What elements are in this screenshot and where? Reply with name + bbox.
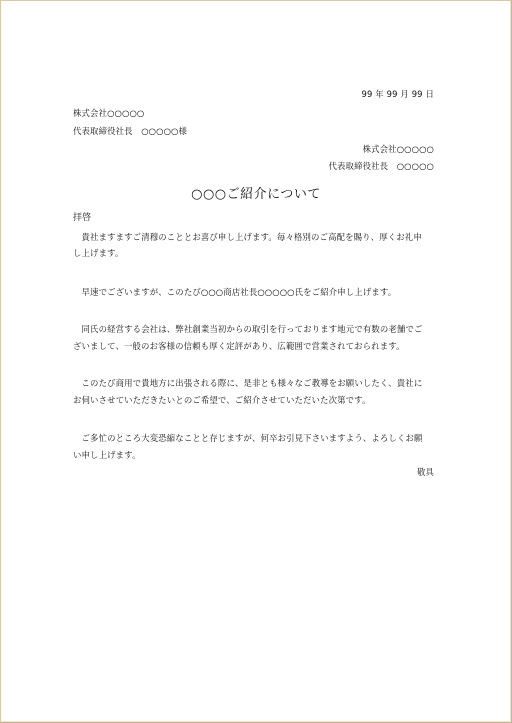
paragraph-4-line-1: このたび商用で貴地方に出張される際に、是非とも様々なご教導をお願いしたく、貴社に bbox=[73, 378, 423, 388]
letter-date: 99 年 99 月 99 日 bbox=[361, 89, 434, 99]
recipient-company: 株式会社○○○○○ bbox=[73, 108, 145, 118]
paragraph-4-line-2: お伺いさせていただきたいとのご希望で、ご紹介させていただいた次第です。 bbox=[73, 395, 371, 405]
recipient-person: 代表取締役社長 ○○○○○様 bbox=[73, 126, 188, 136]
sender-person: 代表取締役社長 ○○○○○ bbox=[328, 161, 434, 171]
sender-company: 株式会社○○○○○ bbox=[362, 144, 434, 154]
letter-title: ○○○ご紹介について bbox=[191, 187, 321, 202]
paragraph-2-line-1: 早速でございますが、このたび○○○商店社長○○○○○氏をご紹介申し上げます。 bbox=[73, 287, 397, 297]
closing-salutation: 敬具 bbox=[416, 467, 434, 477]
opening-salutation: 拝啓 bbox=[73, 213, 92, 223]
paragraph-5-line-2: い申し上げます。 bbox=[73, 450, 141, 460]
paragraph-1-line-2: し上げます。 bbox=[73, 248, 124, 258]
paragraph-3-line-2: ざいまして、一般のお客様の信頼も厚く定評があり、広範囲で営業されておられます。 bbox=[73, 341, 405, 351]
paragraph-1-line-1: 貴社ますますご清穆のこととお喜び申し上げます。毎々格別のご高配を賜り、厚くお礼申 bbox=[73, 232, 422, 242]
paragraph-3-line-1: 同氏の経営する会社は、弊社創業当初からの取引を行っております地元で有数の老舗でご bbox=[73, 324, 423, 334]
paragraph-5-line-1: ご多忙のところ大変恐縮なことと存じますが、何卒お引見下さいますよう、よろしくお願 bbox=[73, 433, 423, 443]
